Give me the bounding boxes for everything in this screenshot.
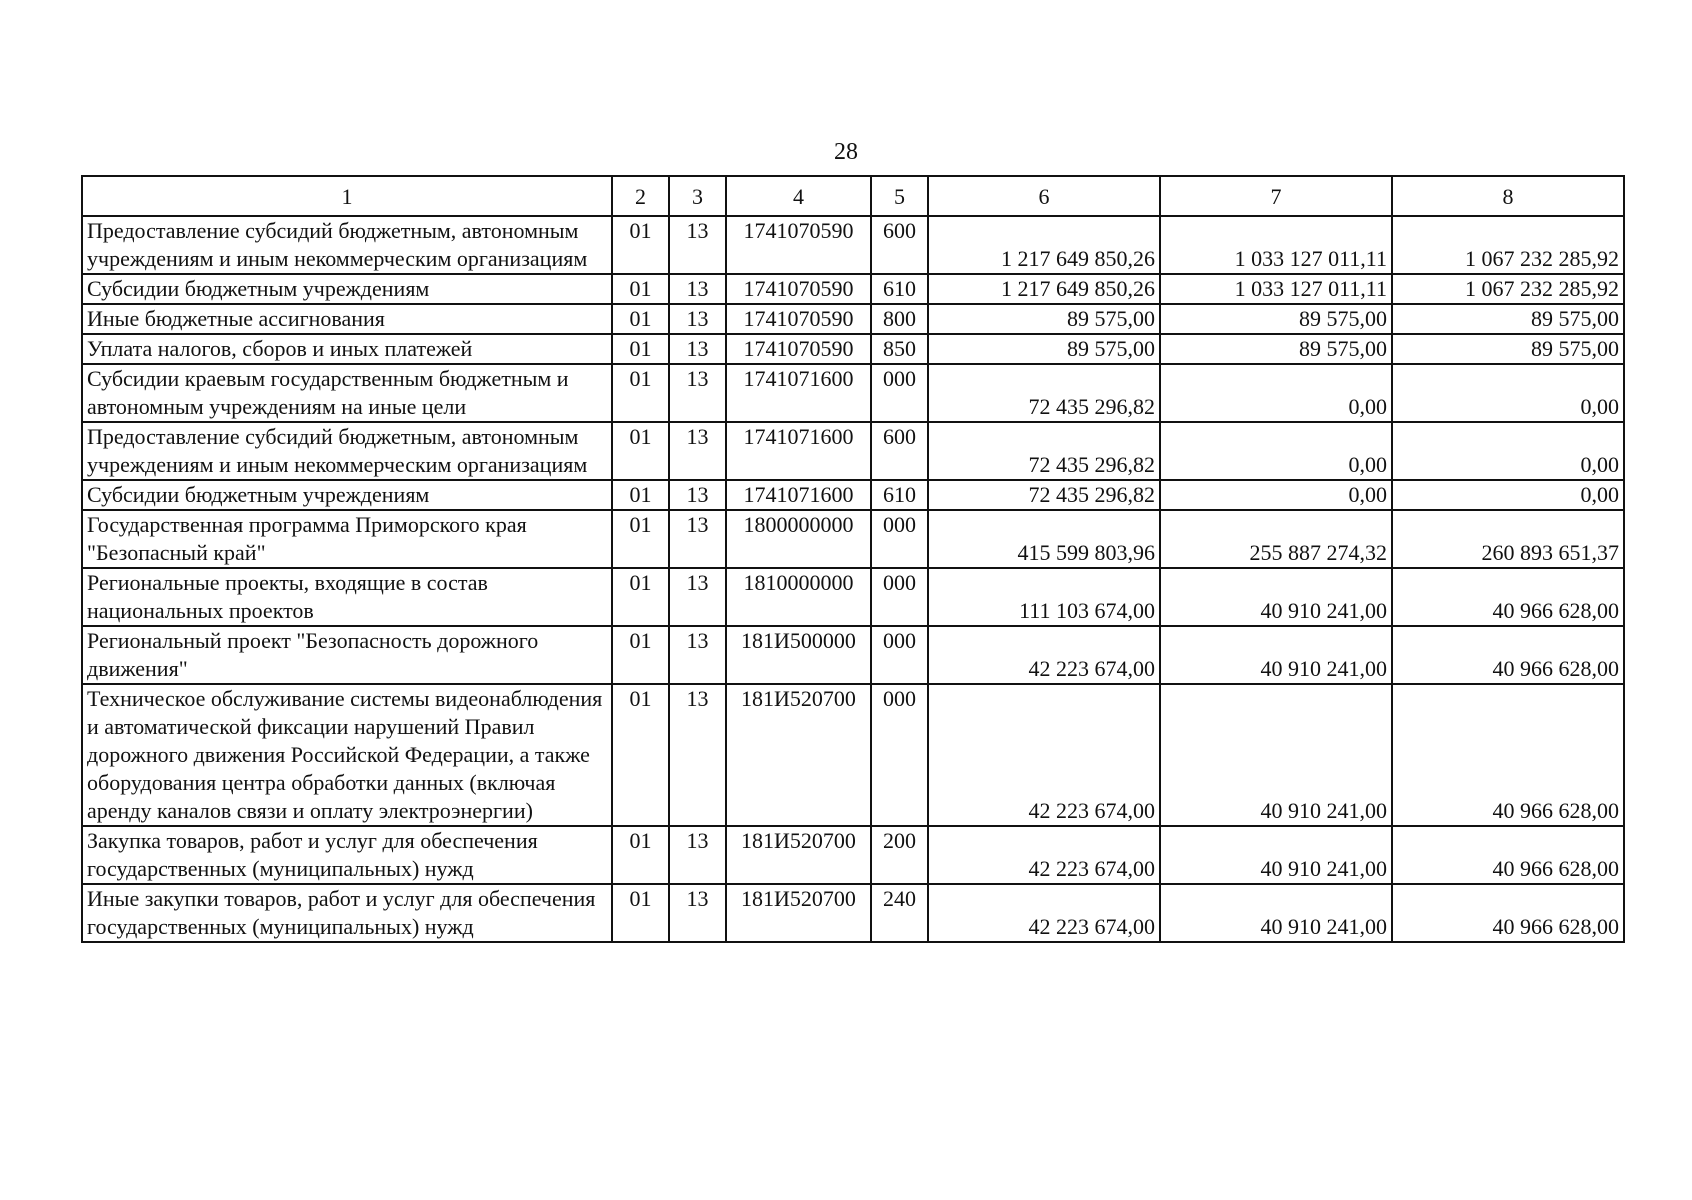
header-cell: 1 <box>82 176 612 216</box>
subsection-code: 13 <box>669 274 726 304</box>
table-row <box>82 568 1624 626</box>
amount-col-8: 40 966 628,00 <box>1392 684 1624 826</box>
row-name: Региональный проект "Безопасность дорожного движения" <box>82 626 612 684</box>
expense-type-code: 000 <box>871 626 928 684</box>
target-article-code: 1741070590 <box>726 304 871 334</box>
amount-col-8: 89 575,00 <box>1392 334 1624 364</box>
amount-col-8: 260 893 651,37 <box>1392 510 1624 568</box>
amount-col-8: 1 067 232 285,92 <box>1392 216 1624 274</box>
amount-col-8: 40 966 628,00 <box>1392 626 1624 684</box>
amount-col-6: 1 217 649 850,26 <box>928 216 1160 274</box>
target-article-code: 1741070590 <box>726 216 871 274</box>
amount-col-7: 40 910 241,00 <box>1160 826 1392 884</box>
subsection-code: 13 <box>669 216 726 274</box>
amount-col-8: 40 966 628,00 <box>1392 568 1624 626</box>
section-code: 01 <box>612 422 669 480</box>
table-row <box>82 480 1624 510</box>
subsection-code: 13 <box>669 364 726 422</box>
row-name: Иные закупки товаров, работ и услуг для обеспечения государственных (муниципальных) нужд <box>82 884 612 942</box>
subsection-code: 13 <box>669 304 726 334</box>
section-code: 01 <box>612 274 669 304</box>
budget-table <box>81 175 1625 943</box>
table-row <box>82 626 1624 684</box>
header-cell: 2 <box>612 176 669 216</box>
target-article-code: 181И520700 <box>726 684 871 826</box>
amount-col-8: 1 067 232 285,92 <box>1392 274 1624 304</box>
amount-col-7: 1 033 127 011,11 <box>1160 216 1392 274</box>
amount-col-7: 40 910 241,00 <box>1160 684 1392 826</box>
expense-type-code: 000 <box>871 364 928 422</box>
section-code: 01 <box>612 334 669 364</box>
section-code: 01 <box>612 364 669 422</box>
table-row <box>82 216 1624 274</box>
amount-col-6: 42 223 674,00 <box>928 626 1160 684</box>
section-code: 01 <box>612 626 669 684</box>
table-row <box>82 826 1624 884</box>
section-code: 01 <box>612 684 669 826</box>
subsection-code: 13 <box>669 480 726 510</box>
target-article-code: 1741071600 <box>726 422 871 480</box>
amount-col-7: 0,00 <box>1160 422 1392 480</box>
subsection-code: 13 <box>669 826 726 884</box>
amount-col-6: 72 435 296,82 <box>928 364 1160 422</box>
target-article-code: 181И520700 <box>726 884 871 942</box>
subsection-code: 13 <box>669 884 726 942</box>
subsection-code: 13 <box>669 684 726 826</box>
amount-col-7: 89 575,00 <box>1160 304 1392 334</box>
section-code: 01 <box>612 216 669 274</box>
expense-type-code: 600 <box>871 422 928 480</box>
amount-col-7: 40 910 241,00 <box>1160 884 1392 942</box>
table-row <box>82 274 1624 304</box>
amount-col-8: 40 966 628,00 <box>1392 826 1624 884</box>
amount-col-6: 72 435 296,82 <box>928 480 1160 510</box>
table-row <box>82 334 1624 364</box>
expense-type-code: 800 <box>871 304 928 334</box>
subsection-code: 13 <box>669 568 726 626</box>
amount-col-8: 0,00 <box>1392 422 1624 480</box>
table-row <box>82 884 1624 942</box>
amount-col-8: 89 575,00 <box>1392 304 1624 334</box>
table-row <box>82 422 1624 480</box>
header-cell: 3 <box>669 176 726 216</box>
subsection-code: 13 <box>669 510 726 568</box>
header-cell: 6 <box>928 176 1160 216</box>
target-article-code: 1741070590 <box>726 274 871 304</box>
subsection-code: 13 <box>669 422 726 480</box>
row-name: Закупка товаров, работ и услуг для обеспечения государственных (муниципальных) нужд <box>82 826 612 884</box>
row-name: Техническое обслуживание системы видеонаблюдения и автоматической фиксации нарушений Правил дорожного движения Российской Федерации, а также оборудования центра обработки данных (включая аренду каналов связи и оплату электроэнергии) <box>82 684 612 826</box>
row-name: Региональные проекты, входящие в состав национальных проектов <box>82 568 612 626</box>
amount-col-7: 40 910 241,00 <box>1160 626 1392 684</box>
row-name: Уплата налогов, сборов и иных платежей <box>82 334 612 364</box>
subsection-code: 13 <box>669 626 726 684</box>
amount-col-6: 415 599 803,96 <box>928 510 1160 568</box>
section-code: 01 <box>612 304 669 334</box>
amount-col-7: 0,00 <box>1160 480 1392 510</box>
row-name: Субсидии бюджетным учреждениям <box>82 480 612 510</box>
amount-col-7: 255 887 274,32 <box>1160 510 1392 568</box>
amount-col-6: 42 223 674,00 <box>928 684 1160 826</box>
amount-col-8: 0,00 <box>1392 480 1624 510</box>
amount-col-7: 1 033 127 011,11 <box>1160 274 1392 304</box>
amount-col-6: 42 223 674,00 <box>928 884 1160 942</box>
header-row <box>82 176 1624 216</box>
row-name: Субсидии краевым государственным бюджетным и автономным учреждениям на иные цели <box>82 364 612 422</box>
row-name: Предоставление субсидий бюджетным, автономным учреждениям и иным некоммерческим организациям <box>82 216 612 274</box>
table-row <box>82 304 1624 334</box>
row-name: Государственная программа Приморского края "Безопасный край" <box>82 510 612 568</box>
expense-type-code: 850 <box>871 334 928 364</box>
target-article-code: 1741071600 <box>726 364 871 422</box>
expense-type-code: 600 <box>871 216 928 274</box>
target-article-code: 1741070590 <box>726 334 871 364</box>
section-code: 01 <box>612 510 669 568</box>
target-article-code: 1741071600 <box>726 480 871 510</box>
expense-type-code: 000 <box>871 568 928 626</box>
row-name: Субсидии бюджетным учреждениям <box>82 274 612 304</box>
section-code: 01 <box>612 480 669 510</box>
amount-col-6: 89 575,00 <box>928 304 1160 334</box>
header-cell: 4 <box>726 176 871 216</box>
row-name: Иные бюджетные ассигнования <box>82 304 612 334</box>
target-article-code: 181И520700 <box>726 826 871 884</box>
header-cell: 8 <box>1392 176 1624 216</box>
amount-col-6: 89 575,00 <box>928 334 1160 364</box>
expense-type-code: 000 <box>871 684 928 826</box>
amount-col-8: 40 966 628,00 <box>1392 884 1624 942</box>
page-number: 28 <box>834 139 858 165</box>
amount-col-7: 0,00 <box>1160 364 1392 422</box>
expense-type-code: 610 <box>871 480 928 510</box>
target-article-code: 181И500000 <box>726 626 871 684</box>
target-article-code: 1800000000 <box>726 510 871 568</box>
amount-col-7: 40 910 241,00 <box>1160 568 1392 626</box>
amount-col-6: 42 223 674,00 <box>928 826 1160 884</box>
section-code: 01 <box>612 568 669 626</box>
section-code: 01 <box>612 884 669 942</box>
amount-col-6: 72 435 296,82 <box>928 422 1160 480</box>
expense-type-code: 000 <box>871 510 928 568</box>
amount-col-6: 111 103 674,00 <box>928 568 1160 626</box>
table-row <box>82 364 1624 422</box>
amount-col-8: 0,00 <box>1392 364 1624 422</box>
table-row <box>82 684 1624 826</box>
expense-type-code: 240 <box>871 884 928 942</box>
header-cell: 7 <box>1160 176 1392 216</box>
amount-col-6: 1 217 649 850,26 <box>928 274 1160 304</box>
header-cell: 5 <box>871 176 928 216</box>
row-name: Предоставление субсидий бюджетным, автономным учреждениям и иным некоммерческим организациям <box>82 422 612 480</box>
target-article-code: 1810000000 <box>726 568 871 626</box>
amount-col-7: 89 575,00 <box>1160 334 1392 364</box>
expense-type-code: 610 <box>871 274 928 304</box>
section-code: 01 <box>612 826 669 884</box>
expense-type-code: 200 <box>871 826 928 884</box>
subsection-code: 13 <box>669 334 726 364</box>
table-row <box>82 510 1624 568</box>
